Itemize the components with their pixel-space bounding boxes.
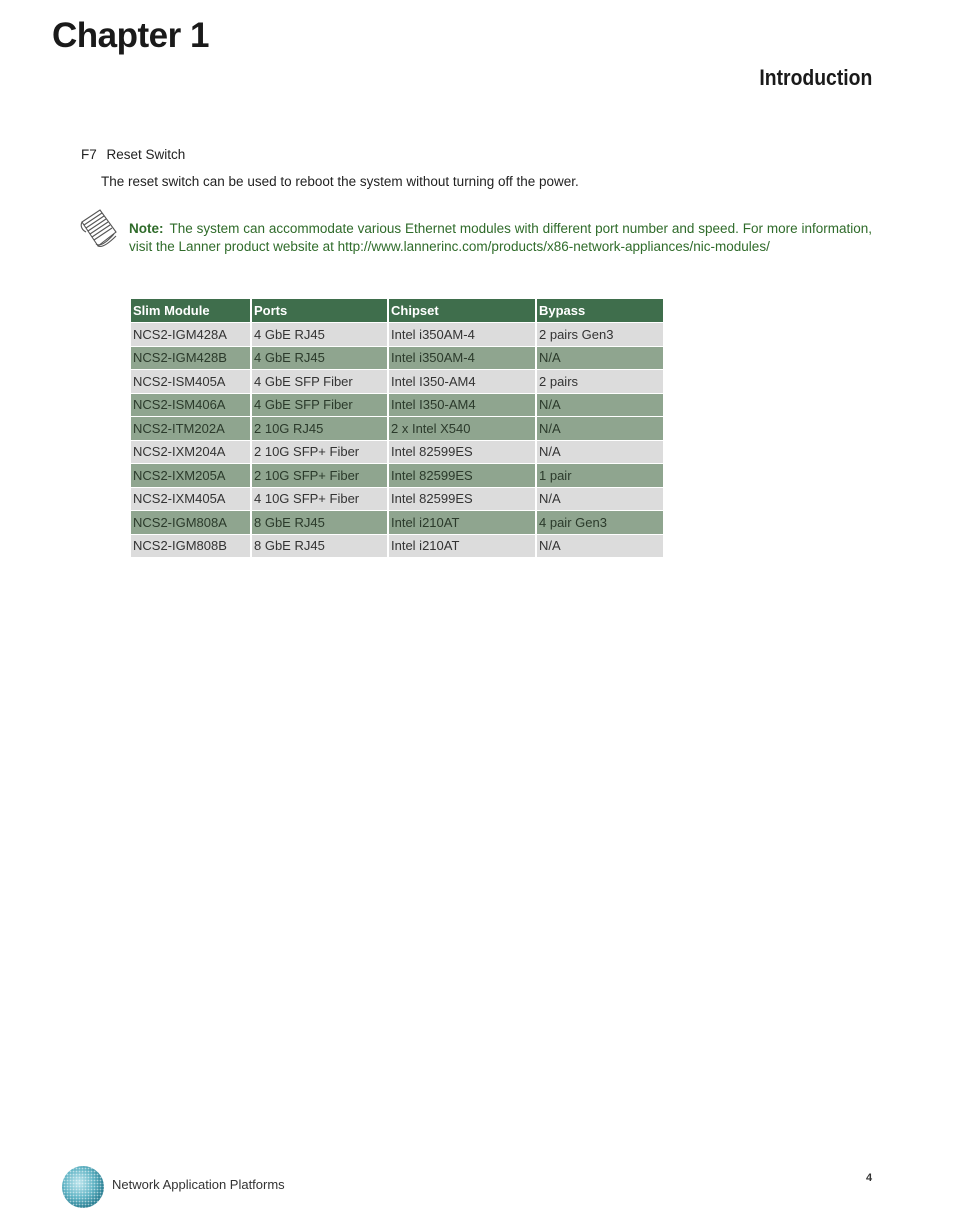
table-row — [131, 394, 663, 417]
column-header-slim-module: Slim Module — [131, 299, 250, 322]
section-title: Introduction — [759, 65, 872, 90]
table-row — [131, 417, 663, 440]
cell-module: NCS2-ISM405A — [131, 370, 250, 393]
cell-bypass: 2 pairs — [537, 370, 663, 393]
note-paper-icon — [78, 206, 120, 250]
table-row — [131, 347, 663, 370]
column-header-chipset: Chipset — [389, 299, 535, 322]
cell-chipset: Intel 82599ES — [389, 464, 535, 487]
table-row — [131, 464, 663, 487]
cell-ports: 4 GbE RJ45 — [252, 323, 387, 346]
cell-ports: 2 10G RJ45 — [252, 417, 387, 440]
cell-module: NCS2-ISM406A — [131, 394, 250, 417]
cell-module: NCS2-IGM808B — [131, 535, 250, 558]
cell-ports: 4 GbE RJ45 — [252, 347, 387, 370]
cell-bypass: 2 pairs Gen3 — [537, 323, 663, 346]
cell-ports: 4 GbE SFP Fiber — [252, 394, 387, 417]
page-number: 4 — [866, 1172, 873, 1184]
item-heading — [81, 147, 185, 162]
cell-bypass: N/A — [537, 394, 663, 417]
cell-module: NCS2-IGM428B — [131, 347, 250, 370]
cell-chipset: Intel 82599ES — [389, 488, 535, 511]
cell-module: NCS2-IXM205A — [131, 464, 250, 487]
item-title: Reset Switch — [106, 147, 186, 162]
cell-chipset: Intel I350-AM4 — [389, 370, 535, 393]
cell-ports: 8 GbE RJ45 — [252, 511, 387, 534]
column-header-bypass: Bypass — [537, 299, 663, 322]
table-row — [131, 488, 663, 511]
cell-bypass: N/A — [537, 347, 663, 370]
cell-module: NCS2-ITM202A — [131, 417, 250, 440]
item-description: The reset switch can be used to reboot the system without turning off the power. — [101, 174, 579, 189]
cell-chipset: Intel i210AT — [389, 511, 535, 534]
cell-bypass: 4 pair Gen3 — [537, 511, 663, 534]
cell-ports: 2 10G SFP+ Fiber — [252, 441, 387, 464]
cell-bypass: N/A — [537, 441, 663, 464]
note-body: The system can accommodate various Ethernet modules with different port number and speed. For more information, visit the Lanner product website at http://www.lannerinc.com/products/x86-network-appliances/nic-modules/ — [129, 221, 872, 254]
table-row — [131, 535, 663, 558]
table-row — [131, 370, 663, 393]
cell-chipset: Intel i350AM-4 — [389, 347, 535, 370]
cell-chipset: 2 x Intel X540 — [389, 417, 535, 440]
column-header-ports: Ports — [252, 299, 387, 322]
cell-bypass: N/A — [537, 535, 663, 558]
cell-chipset: Intel 82599ES — [389, 441, 535, 464]
note-label: Note: — [129, 221, 164, 236]
item-number: F7 — [81, 147, 97, 162]
lanner-globe-logo-icon — [60, 1164, 106, 1210]
note-text-block — [129, 220, 872, 256]
footer-text: Network Application Platforms — [112, 1177, 285, 1192]
cell-ports: 4 GbE SFP Fiber — [252, 370, 387, 393]
table-row — [131, 323, 663, 346]
cell-ports: 8 GbE RJ45 — [252, 535, 387, 558]
table-header-row — [131, 299, 663, 322]
cell-chipset: Intel i350AM-4 — [389, 323, 535, 346]
cell-module: NCS2-IXM405A — [131, 488, 250, 511]
slim-module-table — [129, 298, 665, 558]
cell-bypass: N/A — [537, 488, 663, 511]
cell-ports: 2 10G SFP+ Fiber — [252, 464, 387, 487]
cell-bypass: N/A — [537, 417, 663, 440]
cell-chipset: Intel i210AT — [389, 535, 535, 558]
cell-ports: 4 10G SFP+ Fiber — [252, 488, 387, 511]
table-row — [131, 511, 663, 534]
cell-chipset: Intel I350-AM4 — [389, 394, 535, 417]
chapter-title: Chapter 1 — [52, 16, 209, 55]
table-row — [131, 441, 663, 464]
cell-bypass: 1 pair — [537, 464, 663, 487]
cell-module: NCS2-IGM808A — [131, 511, 250, 534]
cell-module: NCS2-IXM204A — [131, 441, 250, 464]
cell-module: NCS2-IGM428A — [131, 323, 250, 346]
